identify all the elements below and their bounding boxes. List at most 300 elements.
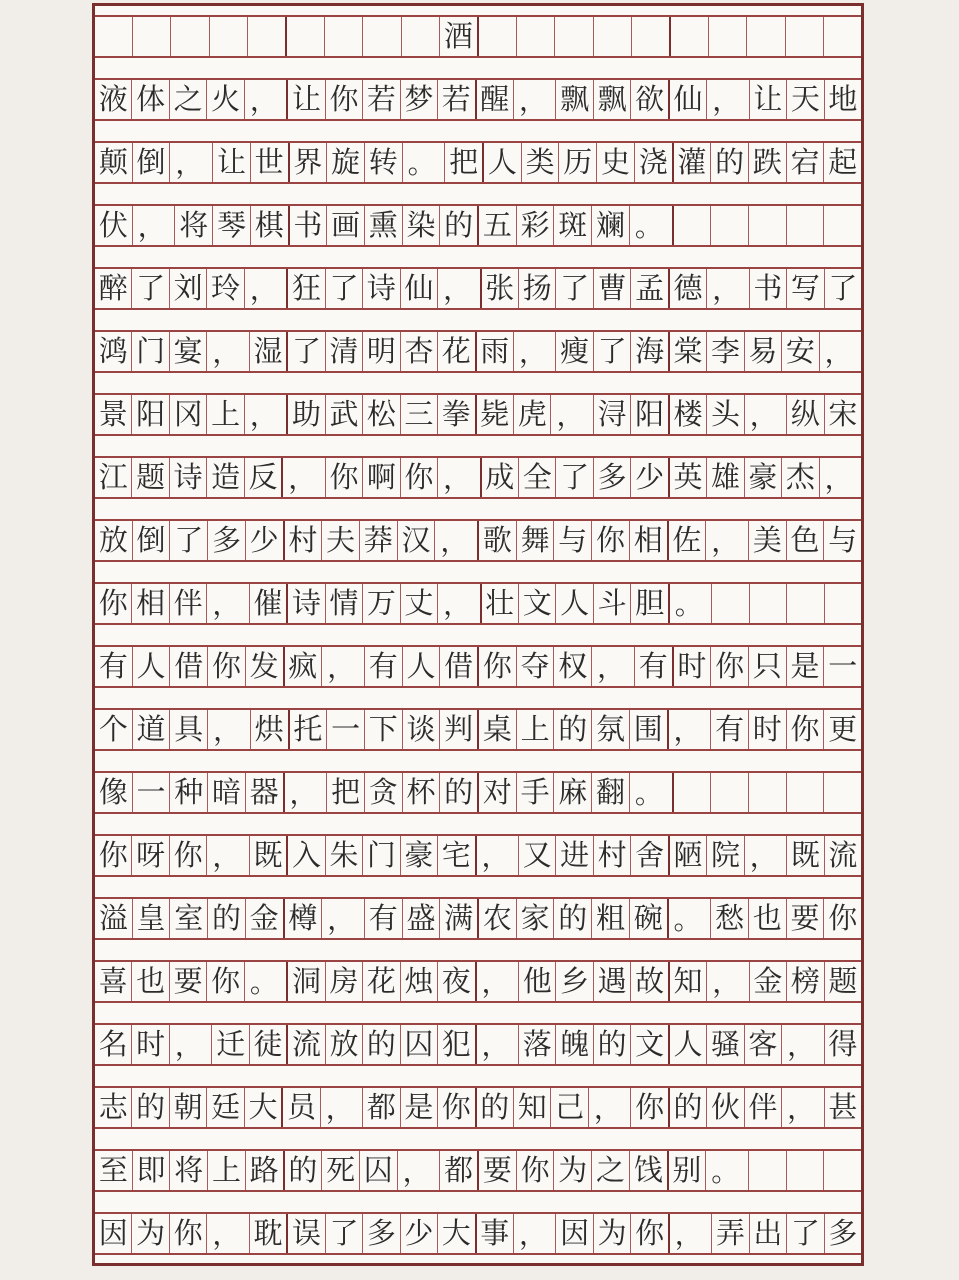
essay-title-cell: 酒: [439, 17, 477, 56]
empty-cell: [823, 17, 861, 56]
char-cell: ，: [744, 836, 786, 875]
char-cell: 你: [98, 586, 128, 620]
char-cell: 要: [786, 899, 824, 938]
char-cell: 莽: [359, 521, 397, 560]
char-cell: 天: [786, 80, 823, 119]
char-cell: 流: [286, 1025, 324, 1064]
char-cell: 你: [710, 647, 748, 686]
char-cell: 棠: [668, 332, 706, 371]
char-cell: ，: [206, 836, 248, 875]
text-row: [95, 80, 861, 121]
char-cell: 。: [629, 773, 672, 812]
char-cell: 世: [250, 143, 288, 182]
char-cell: 有: [710, 710, 748, 749]
char-cell: 英: [668, 458, 706, 497]
row-spacer: [95, 562, 861, 584]
char-cell: 盛: [402, 899, 440, 938]
char-cell: 。: [244, 962, 286, 1001]
char-cell: 误: [286, 1214, 324, 1253]
char-cell: 了: [131, 269, 168, 308]
row-spacer: [95, 436, 861, 458]
empty-cell: [786, 584, 823, 623]
char-cell: 熏: [364, 206, 402, 245]
char-cell: 瘦: [555, 332, 592, 371]
char-cell: 让: [286, 80, 324, 119]
char-cell: ，: [281, 458, 324, 497]
char-cell: 花: [437, 332, 474, 371]
char-cell: 知: [668, 962, 706, 1001]
char-cell: 情: [325, 584, 362, 623]
char-cell: 宅: [437, 836, 474, 875]
char-cell: 醒: [475, 80, 513, 119]
char-cell: 都: [362, 1088, 399, 1127]
char-cell: 歌: [477, 521, 516, 560]
char-cell: 乡: [555, 962, 592, 1001]
char-cell: ，: [321, 647, 364, 686]
char-cell: 有: [364, 647, 402, 686]
char-cell: 人: [402, 647, 440, 686]
char-cell: ，: [169, 1025, 211, 1064]
char-cell: 诗: [169, 458, 206, 497]
char-cell: 三: [400, 395, 437, 434]
char-cell: 围: [629, 710, 667, 749]
char-cell: 。: [668, 584, 711, 623]
char-cell: 陋: [668, 836, 706, 875]
char-cell: 的: [593, 1025, 630, 1064]
char-cell: 器: [245, 773, 283, 812]
char-cell: 将: [169, 1151, 207, 1190]
char-cell: 你: [630, 1214, 667, 1253]
char-cell: ，: [744, 395, 786, 434]
char-cell: 你: [516, 1151, 554, 1190]
char-cell: 榜: [786, 962, 823, 1001]
char-cell: 弄: [711, 1214, 748, 1253]
char-cell: ，: [819, 332, 861, 371]
char-cell: 文: [630, 1025, 667, 1064]
char-cell: 门: [362, 836, 399, 875]
text-row: [95, 521, 861, 562]
char-cell: 若: [437, 80, 474, 119]
char-cell: 人: [482, 143, 521, 182]
char-cell: 至: [98, 1153, 128, 1187]
char-cell: 浔: [593, 395, 630, 434]
row-spacer: [95, 247, 861, 269]
text-row: [95, 836, 861, 877]
char-cell: 氛: [591, 710, 629, 749]
char-cell: ，: [206, 584, 248, 623]
char-cell: 安: [781, 332, 818, 371]
char-cell: 喜: [98, 964, 128, 998]
char-cell: 要: [169, 962, 206, 1001]
char-cell: 相: [131, 584, 168, 623]
char-cell: 少: [400, 1214, 437, 1253]
char-cell: 大: [437, 1214, 474, 1253]
char-cell: ，: [397, 1151, 440, 1190]
char-cell: 了: [286, 332, 324, 371]
char-cell: 知: [513, 1088, 550, 1127]
char-cell: 舍: [630, 836, 667, 875]
char-cell: 江: [98, 460, 128, 494]
char-cell: 让: [212, 143, 250, 182]
char-cell: 佐: [667, 521, 706, 560]
char-cell: 德: [668, 269, 706, 308]
char-cell: 借: [169, 647, 207, 686]
text-row: [95, 962, 861, 1003]
char-cell: 宕: [786, 143, 824, 182]
text-row: [95, 1025, 861, 1066]
char-cell: 的: [553, 899, 591, 938]
char-cell: 的: [362, 1025, 399, 1064]
char-cell: 多: [207, 521, 245, 560]
char-cell: 豪: [744, 458, 781, 497]
char-cell: ，: [475, 1025, 518, 1064]
char-cell: ，: [437, 584, 479, 623]
char-cell: 跌: [748, 143, 786, 182]
char-cell: 他: [518, 962, 555, 1001]
char-cell: 时: [672, 647, 711, 686]
char-cell: ，: [706, 80, 748, 119]
char-cell: 你: [630, 1088, 667, 1127]
char-cell: 灌: [672, 143, 711, 182]
char-cell: 染: [402, 206, 440, 245]
char-cell: 书: [288, 206, 327, 245]
empty-cell: [786, 773, 824, 812]
char-cell: 之: [591, 1151, 629, 1190]
char-cell: ，: [513, 1214, 555, 1253]
char-cell: 你: [786, 710, 824, 749]
char-cell: 名: [98, 1027, 128, 1061]
empty-cell: [247, 17, 285, 56]
char-cell: 的: [439, 206, 477, 245]
char-cell: 你: [823, 899, 861, 938]
char-cell: 己: [550, 1088, 587, 1127]
char-cell: 为: [593, 1214, 630, 1253]
char-cell: 棋: [250, 206, 288, 245]
char-cell: 落: [518, 1025, 555, 1064]
char-cell: 既: [786, 836, 823, 875]
row-spacer: [95, 1192, 861, 1214]
char-cell: 死: [321, 1151, 359, 1190]
char-cell: ，: [206, 332, 248, 371]
char-cell: 诗: [286, 584, 324, 623]
char-cell: 毙: [475, 395, 513, 434]
char-cell: 玲: [206, 269, 243, 308]
empty-cell: [710, 773, 748, 812]
char-cell: 员: [281, 1088, 319, 1127]
char-cell: 判: [439, 710, 477, 749]
char-cell: 种: [169, 773, 207, 812]
char-cell: 你: [169, 1214, 206, 1253]
char-cell: 更: [823, 710, 861, 749]
char-cell: 。: [667, 899, 711, 938]
empty-cell: [711, 584, 748, 623]
empty-cell: [324, 17, 362, 56]
empty-cell: [132, 17, 170, 56]
char-cell: 少: [630, 458, 667, 497]
char-cell: 也: [131, 962, 168, 1001]
char-cell: 谈: [402, 710, 440, 749]
char-cell: 海: [630, 332, 667, 371]
char-cell: 的: [710, 143, 748, 182]
char-cell: 徒: [249, 1025, 286, 1064]
char-cell: 耽: [249, 1214, 286, 1253]
char-cell: 飘: [593, 80, 630, 119]
char-cell: 题: [131, 458, 168, 497]
char-cell: 你: [207, 647, 245, 686]
char-cell: ，: [244, 80, 286, 119]
char-cell: 满: [439, 899, 477, 938]
char-cell: 得: [824, 1025, 861, 1064]
char-cell: 皇: [132, 899, 170, 938]
empty-cell: [748, 773, 786, 812]
char-cell: 斗: [593, 584, 630, 623]
text-row: [95, 647, 861, 688]
char-cell: 颠: [98, 145, 128, 179]
empty-cell: [708, 17, 746, 56]
empty-cell: [477, 17, 516, 56]
char-cell: 类: [521, 143, 559, 182]
char-cell: 鸿: [98, 334, 128, 368]
empty-cell: [748, 1151, 786, 1190]
char-cell: 呀: [131, 836, 168, 875]
char-cell: 雨: [475, 332, 513, 371]
char-cell: 人: [132, 647, 170, 686]
char-cell: 清: [325, 332, 362, 371]
char-cell: 了: [593, 332, 630, 371]
char-cell: 洞: [286, 962, 324, 1001]
char-cell: 放: [325, 1025, 362, 1064]
empty-cell: [786, 206, 824, 245]
empty-cell: [285, 17, 324, 56]
empty-cell: [823, 1151, 861, 1190]
empty-cell: [669, 17, 708, 56]
row-spacer: [95, 1003, 861, 1025]
char-cell: 将: [174, 206, 212, 245]
char-cell: ，: [706, 962, 748, 1001]
char-cell: 为: [131, 1214, 168, 1253]
char-cell: 体: [131, 80, 168, 119]
text-row: [95, 899, 861, 940]
char-cell: 与: [553, 521, 591, 560]
char-cell: 李: [706, 332, 743, 371]
char-cell: 道: [132, 710, 170, 749]
char-cell: 明: [362, 332, 399, 371]
char-cell: 伴: [169, 584, 206, 623]
empty-cell: [362, 17, 400, 56]
char-cell: 彩: [516, 206, 554, 245]
empty-cell: [593, 17, 631, 56]
char-cell: 翻: [591, 773, 629, 812]
char-cell: 骚: [706, 1025, 743, 1064]
char-cell: ，: [206, 1214, 248, 1253]
char-cell: 烘: [250, 710, 288, 749]
char-cell: 要: [477, 1151, 516, 1190]
empty-cell: [823, 773, 861, 812]
char-cell: 催: [249, 584, 286, 623]
char-cell: ，: [321, 899, 364, 938]
empty-cell: [516, 17, 554, 56]
char-cell: 醉: [98, 271, 128, 305]
char-cell: 你: [206, 962, 243, 1001]
empty-cell: [631, 17, 669, 56]
char-cell: 上: [206, 395, 243, 434]
char-cell: 斓: [591, 206, 629, 245]
char-cell: 一: [132, 773, 170, 812]
char-cell: 溢: [98, 901, 128, 935]
char-cell: 大: [244, 1088, 281, 1127]
char-cell: ，: [781, 1088, 823, 1127]
char-cell: 因: [98, 1216, 128, 1250]
char-cell: 火: [206, 80, 243, 119]
char-cell: 的: [283, 1151, 322, 1190]
char-cell: 魄: [555, 1025, 592, 1064]
char-cell: 壮: [480, 584, 518, 623]
char-cell: 进: [555, 836, 592, 875]
char-cell: 阳: [630, 395, 667, 434]
char-cell: 杯: [402, 773, 440, 812]
char-cell: 是: [400, 1088, 437, 1127]
char-cell: 麻: [553, 773, 591, 812]
char-cell: 全: [518, 458, 555, 497]
char-cell: 多: [824, 1214, 861, 1253]
char-cell: 丈: [400, 584, 437, 623]
char-cell: ，: [320, 1088, 362, 1127]
char-cell: 美: [748, 521, 786, 560]
char-cell: 你: [437, 1088, 474, 1127]
char-cell: 色: [786, 521, 824, 560]
char-cell: 权: [553, 647, 591, 686]
char-cell: 囚: [400, 1025, 437, 1064]
char-cell: 像: [98, 775, 128, 809]
text-row: [95, 332, 861, 373]
char-cell: 的: [553, 710, 591, 749]
char-cell: 迁: [211, 1025, 248, 1064]
char-cell: 杰: [781, 458, 818, 497]
char-cell: 景: [98, 397, 128, 431]
char-cell: 你: [477, 647, 516, 686]
char-cell: 冈: [169, 395, 206, 434]
empty-cell: [401, 17, 439, 56]
char-cell: 暗: [207, 773, 245, 812]
char-cell: 琴: [212, 206, 250, 245]
char-cell: 历: [558, 143, 596, 182]
row-spacer: [95, 184, 861, 206]
char-cell: 题: [824, 962, 861, 1001]
char-cell: 武: [325, 395, 362, 434]
char-cell: ，: [667, 710, 711, 749]
char-cell: 有: [98, 649, 128, 683]
char-cell: ，: [283, 773, 327, 812]
char-cell: ，: [781, 1025, 823, 1064]
char-cell: ，: [588, 1088, 630, 1127]
char-cell: 金: [245, 899, 283, 938]
char-cell: 。: [705, 1151, 748, 1190]
char-cell: 斑: [553, 206, 591, 245]
char-cell: 院: [706, 836, 743, 875]
char-cell: 扬: [518, 269, 555, 308]
char-cell: 易: [744, 332, 781, 371]
char-cell: 放: [98, 523, 128, 557]
char-cell: 事: [475, 1214, 513, 1253]
char-cell: 遇: [593, 962, 630, 1001]
char-cell: 把: [444, 143, 482, 182]
char-cell: 转: [364, 143, 402, 182]
text-row: [95, 1214, 861, 1255]
row-spacer: [95, 310, 861, 332]
char-cell: 上: [207, 1151, 245, 1190]
char-cell: 的: [131, 1088, 168, 1127]
char-cell: 之: [169, 80, 206, 119]
row-spacer: [95, 373, 861, 395]
char-cell: 人: [668, 1025, 706, 1064]
text-row: [95, 773, 861, 814]
char-cell: 你: [98, 838, 128, 872]
empty-cell: [209, 17, 247, 56]
row-spacer: [95, 688, 861, 710]
char-cell: 你: [591, 521, 629, 560]
empty-cell: [672, 773, 711, 812]
char-cell: 粗: [591, 899, 629, 938]
char-cell: 飘: [555, 80, 592, 119]
empty-cell: [672, 206, 711, 245]
char-cell: 又: [518, 836, 555, 875]
char-cell: 犯: [437, 1025, 474, 1064]
char-cell: 倒: [132, 521, 170, 560]
char-cell: 让: [749, 80, 786, 119]
char-cell: 成: [480, 458, 518, 497]
char-cell: 地: [824, 80, 861, 119]
char-cell: 刘: [169, 269, 206, 308]
char-cell: 助: [286, 395, 324, 434]
char-cell: 虎: [513, 395, 550, 434]
char-cell: 因: [555, 1214, 592, 1253]
char-cell: 你: [400, 458, 437, 497]
char-cell: 头: [706, 395, 743, 434]
char-cell: 。: [402, 143, 445, 182]
empty-cell: [748, 206, 786, 245]
char-cell: 反: [244, 458, 281, 497]
char-cell: ，: [475, 836, 518, 875]
text-row: [95, 1151, 861, 1192]
char-cell: 朱: [325, 836, 362, 875]
empty-cell: [824, 584, 861, 623]
char-cell: 了: [786, 1214, 823, 1253]
empty-cell: [823, 206, 861, 245]
char-cell: 欲: [630, 80, 667, 119]
char-cell: ，: [244, 269, 286, 308]
char-cell: 夺: [516, 647, 554, 686]
text-row: [95, 710, 861, 751]
char-cell: 纵: [786, 395, 823, 434]
char-cell: 路: [245, 1151, 283, 1190]
row-spacer: [95, 1129, 861, 1151]
char-cell: 有: [634, 647, 672, 686]
empty-cell: [170, 17, 208, 56]
char-cell: 。: [629, 206, 672, 245]
char-cell: 的: [207, 899, 245, 938]
char-cell: 宴: [169, 332, 206, 371]
char-cell: 家: [516, 899, 554, 938]
char-cell: 上: [516, 710, 554, 749]
char-cell: ，: [591, 647, 634, 686]
text-row: [95, 395, 861, 436]
char-cell: 托: [288, 710, 327, 749]
char-cell: 你: [325, 80, 362, 119]
char-cell: 梦: [400, 80, 437, 119]
char-cell: ，: [244, 395, 286, 434]
char-cell: 烛: [400, 962, 437, 1001]
char-cell: 伙: [706, 1088, 743, 1127]
